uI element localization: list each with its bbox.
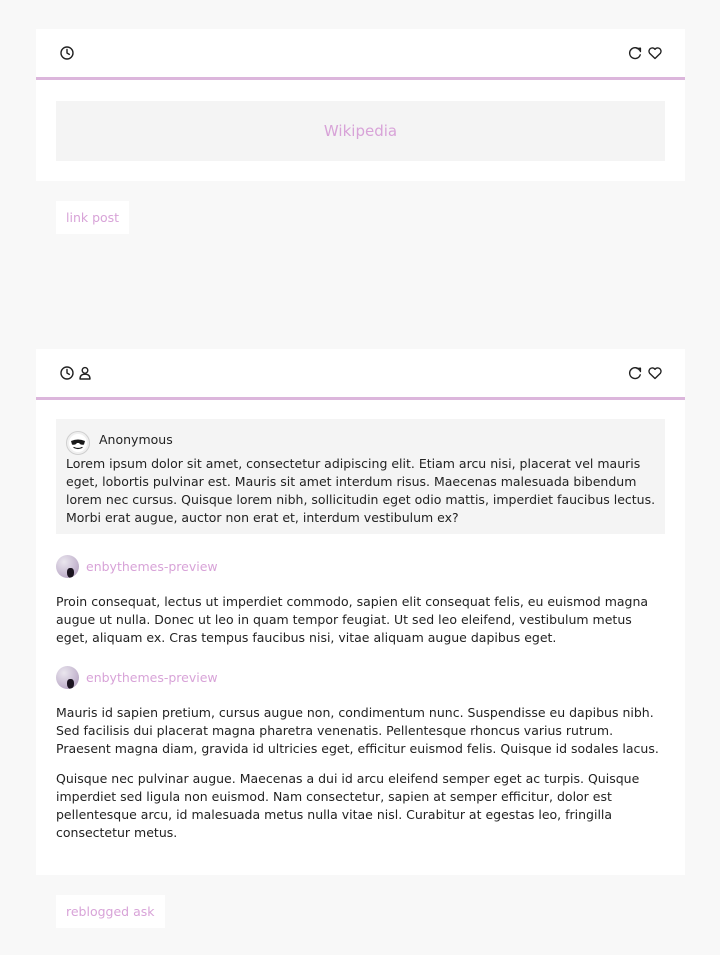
reblogger-name[interactable]: enbythemes-preview	[86, 559, 218, 574]
user-avatar[interactable]	[56, 666, 79, 689]
tag-link-post[interactable]: link post	[56, 201, 129, 234]
heart-icon[interactable]	[647, 365, 663, 381]
anonymous-avatar	[66, 431, 90, 455]
reblog-icon[interactable]	[627, 45, 643, 61]
heart-icon[interactable]	[647, 45, 663, 61]
link-preview-box[interactable]	[56, 101, 665, 161]
ask-box	[56, 419, 665, 534]
ask-question: Lorem ipsum dolor sit amet, consectetur adipiscing elit. Etiam arcu nisi, placerat vel mauris eget, lobortis pulvinar est. Mauris sit amet interdum risus. Maecenas malesuada bibendum lorem nec cursus. Quisque lorem nibh, sollicitudin eget odio mattis, imperdiet faucibus lectus. Morbi erat augue, auctor non erat et, interdum vestibulum ex?	[66, 456, 656, 525]
asker-name: Anonymous	[99, 432, 173, 447]
reblogger-name[interactable]: enbythemes-preview	[86, 670, 218, 685]
link-post	[36, 29, 685, 181]
user-avatar[interactable]	[56, 555, 79, 578]
reblog-icon[interactable]	[627, 365, 643, 381]
reblog-text: Quisque nec pulvinar augue. Maecenas a dui id arcu eleifend semper eget ac turpis. Quisque imperdiet sed ligula non euismod. Nam consectetur, sapien at semper efficitur, dolor est pellentesque arcu, id malesuada metus nulla vitae nisl. Curabitur at egestas leo, fringilla consectetur metus.	[56, 771, 640, 840]
ask-post	[36, 349, 685, 875]
post-header	[36, 29, 685, 80]
reblog-text: Proin consequat, lectus ut imperdiet commodo, sapien elit consequat felis, eu euismod magna augue ut nulla. Donec ut leo in quam tempor feugiat. Ut sed leo eleifend, vestibulum metus eget, aliquam ex. Cras tempus faucibus nisi, vitae aliquam augue dapibus eget.	[56, 594, 649, 645]
user-icon[interactable]	[77, 365, 93, 381]
reblog-text: Mauris id sapien pretium, cursus augue non, condimentum nunc. Suspendisse eu dapibus nibh. Sed facilisis dui placerat magna pharetra venenatis. Pellentesque rhoncus varius rutrum. Praesent magna diam, gravida id ultricies eget, efficitur euismod felis. Quisque id sodales lacus.	[56, 705, 659, 756]
tag-reblogged-ask[interactable]: reblogged ask	[56, 895, 165, 928]
clock-icon[interactable]	[59, 45, 75, 61]
post-header	[36, 349, 685, 400]
clock-icon[interactable]	[59, 365, 75, 381]
link-title[interactable]: Wikipedia	[323, 122, 398, 140]
